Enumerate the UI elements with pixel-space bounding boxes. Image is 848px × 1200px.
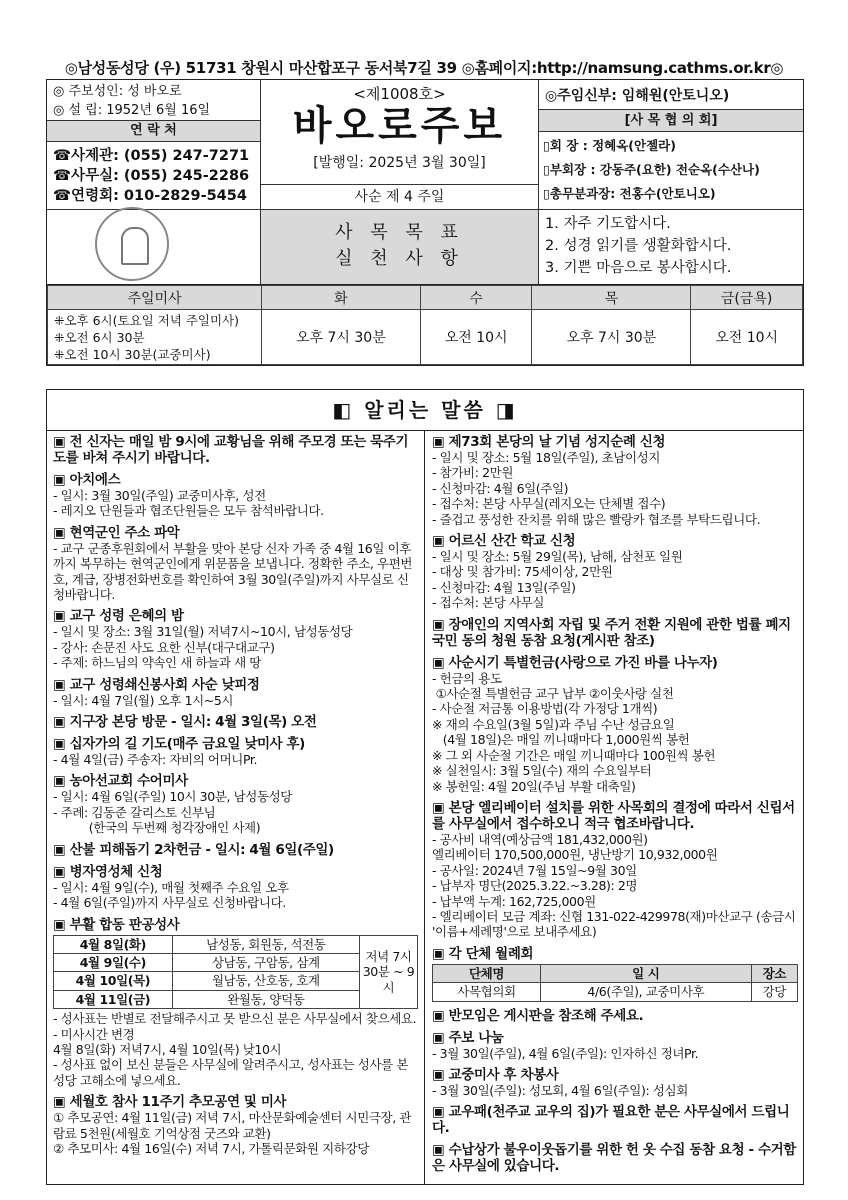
meeting-col-date: 일 시 xyxy=(540,964,751,982)
pastor: ◎주임신부: 임해원(안토니오) xyxy=(539,80,803,110)
council-vice: ▯부회장 : 강동주(요한) 전순옥(수산나) xyxy=(543,162,760,177)
notice-item xyxy=(53,773,418,835)
liturgical-week: 사순 제 4 주일 xyxy=(261,185,539,210)
meeting-col-place: 장소 xyxy=(751,964,797,982)
confession-area: 월남동, 산호동, 호계 xyxy=(172,972,359,990)
goal-title-2: 실 천 사 항 xyxy=(335,248,464,269)
table-row xyxy=(433,983,798,1001)
mass-schedule xyxy=(46,284,804,366)
notice-item xyxy=(53,736,418,767)
confession-table xyxy=(53,935,418,1010)
notice-heading: ▣ 교중미사 후 차봉사 xyxy=(432,1066,559,1083)
notice-body: - 일시 및 장소: 5월 18일(주일), 초남이성지 - 참가비: 2만원 - 신청마감: 4월 6일(주일) - 접수처: 본당 사무실(레지오는 단체별 접수) - 즐겁고 풍성한 잔치를 위해 많은 빨랑카 협조를 부탁드립니다. xyxy=(432,450,761,527)
notice-item xyxy=(53,714,418,730)
notice-item xyxy=(432,1008,798,1024)
notice-heading: ▣ 지구장 본당 방문 - 일시: 4월 3일(목) 오전 xyxy=(53,714,317,731)
notice-heading: ▣ 주보 나눔 xyxy=(432,1029,504,1046)
notice-item xyxy=(53,677,418,708)
notice-heading: ▣ 장애인의 지역사회 자립 및 주거 전환 지원에 관한 법률 폐지 국민 동의 청원 동참 요청(게시판 참조) xyxy=(432,616,791,649)
notice-heading: ▣ 산불 피해돕기 2차헌금 - 일시: 4월 6일(주일) xyxy=(53,841,334,858)
issue-date: [발행일: 2025년 3월 30일] xyxy=(313,155,486,171)
notice-heading: ▣ 교우패(천주교 교우의 집)가 필요한 분은 사무실에서 드립니다. xyxy=(432,1104,790,1137)
notice-item xyxy=(53,1094,418,1156)
notice-box xyxy=(46,389,804,1185)
notice-item xyxy=(432,655,798,794)
meeting-place: 강당 xyxy=(751,983,797,1001)
sched-head-thu: 목 xyxy=(532,286,691,310)
confession-date: 4월 9일(수) xyxy=(54,953,173,971)
goal-title xyxy=(261,210,539,285)
notice-body: - 공사비 내역(예상금액 181,432,000원) 엘리베이터 170,500,000원, 냉난방기 10,932,000원 - 공사일: 2024년 7월 15일~9월 30일 - 납부자 명단(2025.3.22.~3.28): 2명 - 납부액 누계: 162,725,000원 - 엘리베이터 모금 계좌: 신협 131-022-429978(재)마산교구 (송금시 '이름+세례명'으로 보내주세요) xyxy=(432,831,796,940)
notice-body: - 3월 30일(주일): 성모회, 4월 6일(주일): 성심회 xyxy=(432,1082,688,1098)
confession-area: 남성동, 회원동, 석전동 xyxy=(172,935,359,953)
meeting-group: 사목협의회 xyxy=(433,983,541,1001)
contacts xyxy=(47,142,261,210)
council-list xyxy=(539,132,803,210)
issue-number: <제1008호> xyxy=(353,85,446,103)
fri-mass: 오전 10시 xyxy=(691,310,803,365)
notice-heading: ▣ 세월호 참사 11주기 추모공연 및 미사 xyxy=(53,1094,287,1111)
confession-area: 상남동, 구암동, 삼계 xyxy=(172,953,359,971)
parish-info xyxy=(47,80,261,121)
confession-date: 4월 11일(금) xyxy=(54,990,173,1008)
notice-item xyxy=(53,434,418,466)
notice-heading: ▣ 제73회 본당의 날 기념 성지순례 신청 xyxy=(432,434,666,450)
notice-heading: ▣ 전 신자는 매일 밤 9시에 교황님을 위해 주모경 또는 묵주기도를 바쳐 주시기 바랍니다. xyxy=(53,434,409,466)
notice-item xyxy=(53,608,418,670)
notice-item xyxy=(53,842,418,858)
notice-heading: ▣ 본당 엘리베이터 설치를 위한 사목회의 결정에 따라서 신립서를 사무실에서 접수하오니 적극 협조바랍니다. xyxy=(432,799,795,832)
confession-heading: ▣ 부활 합동 판공성사 xyxy=(53,916,180,933)
meeting-heading: ▣ 각 단체 월례회 xyxy=(432,945,534,962)
notice-item xyxy=(432,1067,798,1098)
notice-heading: ▣ 수납상가 불우이웃돕기를 위한 헌 옷 수집 동참 요청 - 수거함은 사무실에 있습니다. xyxy=(432,1142,796,1175)
confession-area: 완월동, 양덕동 xyxy=(172,990,359,1008)
sched-head-fri: 금(금욕) xyxy=(691,286,803,310)
notice-item xyxy=(53,472,418,519)
notice-body: - 교구 군종후원회에서 부활을 맞아 본당 신자 가족 중 4월 16일 이후까지 복무하는 현역군인에게 위문품을 보냅니다. 정확한 주소, 우편번호, 계급, 장병전화번호를 확인하여 3월 30일(주일)까지 사무실로 신청바랍니다. xyxy=(53,540,413,603)
notice-body: - 일시: 4월 7일(월) 오후 1시~5시 xyxy=(53,692,234,708)
contact-office: ☎사무실: (055) 245-2286 xyxy=(53,168,250,184)
notice-item xyxy=(432,1030,798,1061)
wed-mass: 오전 10시 xyxy=(420,310,532,365)
goal-3: 3. 기쁜 마음으로 봉사합시다. xyxy=(545,260,732,276)
confession-date: 4월 10일(목) xyxy=(54,972,173,990)
council-general: ▯총무분과장: 전홍수(안토니오) xyxy=(543,186,716,201)
masthead xyxy=(46,79,804,304)
goal-title-1: 사 목 목 표 xyxy=(335,222,464,243)
patron: ◎ 주보성인: 성 바오로 xyxy=(53,84,182,99)
meeting-table xyxy=(432,964,798,1002)
notice-body: ① 추모공연: 4월 11일(금) 저녁 7시, 마산문화예술센터 시민극장, 관람료 5천원(세월호 기억상점 굿즈와 교환) ② 추모미사: 4월 16일(수) 저녁 7시, 가톨릭문화원 지하강당 xyxy=(53,1110,412,1156)
table-row xyxy=(433,964,798,982)
notice-body: - 일시: 4월 9일(수), 매월 첫째주 수요일 오후 - 4월 6일(주일)까지 사무실로 신청바랍니다. xyxy=(53,879,289,911)
notice-heading: ▣ 아치에스 xyxy=(53,472,121,488)
notice-heading: ▣ 교구 성령 은혜의 밤 xyxy=(53,608,184,625)
notice-item xyxy=(432,617,798,649)
sunday-mass-3: ⁜오전 10시 30분(교중미사) xyxy=(54,346,211,362)
notice-body: - 일시: 3월 30일(주일) 교중미사후, 성전 - 레지오 단원들과 협조단원들은 모두 참석바랍니다. xyxy=(53,488,324,519)
council-president: ▯회 장 : 정혜옥(안젤라) xyxy=(543,138,676,153)
notice-heading: ▣ 십자가의 길 기도(매주 금요일 낮미사 후) xyxy=(53,736,305,753)
parish-logo xyxy=(95,207,169,281)
sunday-mass-1: ⁜오후 6시(토요일 저녁 주일미사) xyxy=(54,312,240,328)
notice-body: - 3월 30일(주일), 4월 6일(주일): 인자하신 정녀Pr. xyxy=(432,1045,699,1061)
notice-item xyxy=(53,525,418,603)
title-cell xyxy=(261,80,539,185)
contact-label: 연 락 처 xyxy=(47,121,261,142)
notice-heading: ▣ 병자영성체 신청 xyxy=(53,863,163,880)
notice-item xyxy=(432,800,798,940)
tue-mass: 오후 7시 30분 xyxy=(262,310,421,365)
notice-body: - 일시 및 장소: 3월 31일(월) 저녁7시~10시, 남성동성당 - 강사: 손문진 사도 요한 신부(대구대교구) - 주제: 하느님의 약속인 새 하늘과 새 땅 xyxy=(53,624,353,671)
notice-body: - 4월 4일(금) 주송자: 자비의 어머니Pr. xyxy=(53,752,258,768)
notice-item xyxy=(432,1142,798,1174)
header-line: ◎남성동성당 (우) 51731 창원시 마산합포구 동서북7길 39 ◎홈페이지:http://namsung.cathms.or.kr◎ xyxy=(64,59,784,77)
meeting-date: 4/6(주일), 교중미사후 xyxy=(540,983,751,1001)
founded: ◎ 설 립: 1952년 6월 16일 xyxy=(53,103,211,118)
table-row xyxy=(54,935,418,953)
thu-mass: 오후 7시 30분 xyxy=(532,310,691,365)
confession-notes: - 성사표는 반별로 전달해주시고 못 받으신 분은 사무실에서 찾으세요. - 미사시간 변경 4월 8일(화) 저녁7시, 4월 10일(목) 낮10시 - 성사표 없이 보신 분들은 사무실에 알려주시고, 성사표는 성사를 본 성당 고해소에 넣으세요. xyxy=(53,1011,417,1088)
sched-head-tue: 화 xyxy=(262,286,421,310)
sunday-masses xyxy=(48,310,262,365)
notice-heading: ▣ 농아선교회 수어미사 xyxy=(53,773,188,790)
bulletin-name: 바오로주보 xyxy=(292,103,507,149)
notice-right-column xyxy=(426,431,804,1184)
confession-item xyxy=(53,917,418,1089)
sched-head-wed: 수 xyxy=(420,286,532,310)
meeting-item xyxy=(432,946,798,1002)
meeting-col-group: 단체명 xyxy=(433,964,541,982)
confession-date: 4월 8일(화) xyxy=(54,935,173,953)
notice-title: ◧ 알리는 말씀 ◨ xyxy=(47,390,803,431)
notice-item xyxy=(432,434,798,527)
confession-time: 저녁 7시30분 ~ 9시 xyxy=(360,935,418,1009)
sunday-mass-2: ⁜오전 6시 30분 xyxy=(54,329,145,345)
notice-heading: ▣ 교구 성령쇄신봉사회 사순 낮피정 xyxy=(53,676,260,693)
goal-1: 1. 자주 기도합시다. xyxy=(545,216,671,232)
contact-funeral: ☎연령회: 010-2829-5454 xyxy=(53,188,247,204)
notice-item xyxy=(432,533,798,611)
notice-item xyxy=(432,1104,798,1136)
contact-rectory: ☎사제관: (055) 247-7271 xyxy=(53,148,250,164)
notice-heading: ▣ 사순시기 특별헌금(사랑으로 가진 바를 나누자) xyxy=(432,654,718,671)
notice-heading: ▣ 어르신 산간 학교 신청 xyxy=(432,533,576,550)
council-label: [사 목 협 의 회] xyxy=(539,110,803,132)
notice-item xyxy=(53,864,418,911)
sched-head-sunday: 주일미사 xyxy=(48,286,262,310)
notice-body: - 헌금의 용도 ①사순절 특별헌금 교구 납부 ②이웃사랑 실천 - 사순절 저금통 이용방법(각 가정당 1개씩) ※ 재의 수요일(3월 5일)과 주님 수난 성금요일 (4월 18일)은 매일 끼니때마다 1,000원씩 봉헌 ※ 그 외 사순절 기간은 매일 끼니때마다 100원씩 봉헌 ※ 실천일시: 3월 5일(수) 재의 수요일부터 ※ 봉헌일: 4월 20일(주님 부활 대축일) xyxy=(432,670,716,794)
goals-list xyxy=(539,210,803,285)
notice-body: - 일시: 4월 6일(주일) 10시 30분, 남성동성당 - 주례: 김동준 갈리스토 신부님 (한국의 두번째 청각장애인 사제) xyxy=(53,789,292,836)
goal-2: 2. 성경 읽기를 생활화합시다. xyxy=(545,238,732,254)
notice-left-column xyxy=(47,431,425,1184)
notice-heading: ▣ 현역군인 주소 파악 xyxy=(53,524,180,541)
notice-body: - 일시 및 장소: 5월 29일(목), 남해, 삼천포 일원 - 대상 및 참가비: 75세이상, 2만원 - 신청마감: 4월 13일(주일) - 접수처: 본당 사무실 xyxy=(432,549,683,611)
notice-heading: ▣ 반모임은 게시판을 참조해 주세요. xyxy=(432,1007,644,1024)
